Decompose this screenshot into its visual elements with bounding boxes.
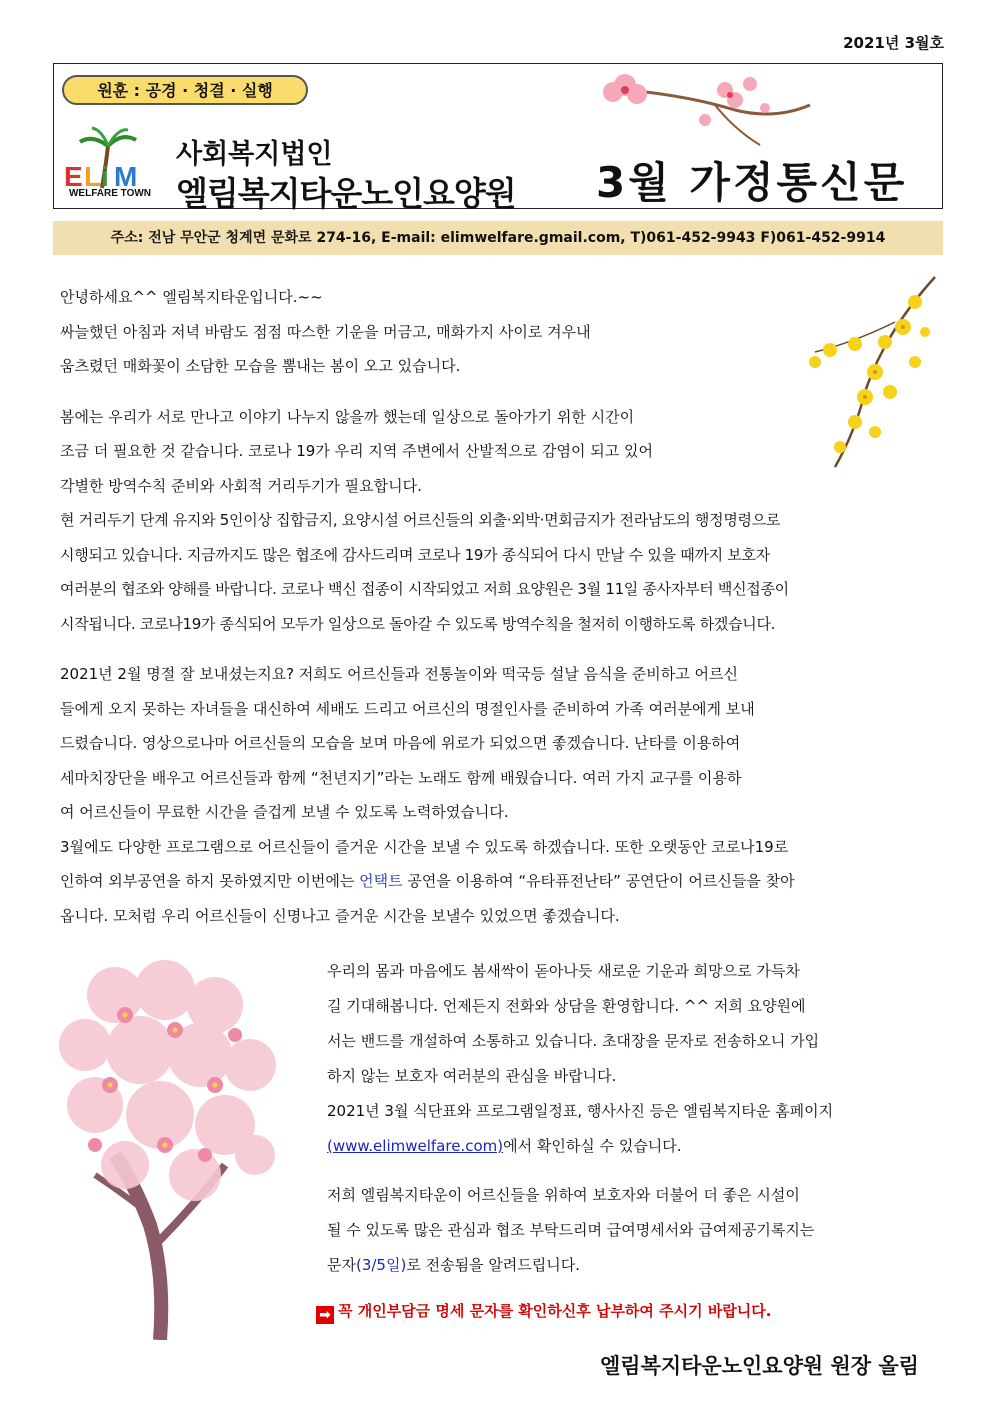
signature: 엘림복지타운노인요양원 원장 올림 [600, 1354, 919, 1378]
text-line [327, 1129, 927, 1164]
text-line: 세마치장단을 배우고 어르신들과 함께 “천년지기”라는 노래도 함께 배웠습니다. 여러 가지 교구를 이용하 [60, 768, 742, 787]
text-line: 움츠렸던 매화꽃이 소담한 모습을 뽐내는 봄이 오고 있습니다. [60, 357, 461, 375]
text-segment: 공연을 이용하여 “유타퓨전난타” 공연단이 어르신들을 찾아 [402, 872, 795, 890]
text-line: 드렸습니다. 영상으로나마 어르신들의 모습을 보며 마음에 위로가 되었으면 좋겠습니다. 난타를 이용하여 [60, 734, 741, 752]
text-line: 여 어르신들이 무료한 시간을 즐겁게 보낼 수 있도록 노력하였습니다. [60, 803, 509, 821]
letter-body [60, 280, 940, 933]
text-line: 조금 더 필요한 것 같습니다. 코로나 19가 우리 지역 주변에서 산발적으로 감염이 되고 있어 [60, 442, 653, 460]
text-segment: 문자 [327, 1256, 356, 1274]
text-line [327, 1248, 927, 1283]
homepage-link[interactable]: (www.elimwelfare.com) [327, 1137, 504, 1155]
text-line: 2021년 3월 식단표와 프로그램일정표, 행사사진 등은 엘림복지타운 홈페이지 [327, 1102, 834, 1120]
svg-text:L: L [84, 161, 102, 192]
payment-notice [316, 1300, 772, 1324]
text-line: 2021년 2월 명절 잘 보내셨는지요? 저희도 어르신들과 전통놀이와 떡국등 설날 음식을 준비하고 어르신 [60, 665, 739, 683]
text-line: 각별한 방역수칙 준비와 사회적 거리두기가 필요합니다. [60, 476, 422, 495]
text-line: 싸늘했던 아침과 저녁 바람도 점점 따스한 기운을 머금고, 매화가지 사이로 겨우내 [60, 322, 591, 341]
doc-title: 3월 가정통신문 [596, 158, 908, 207]
text-line: 3월에도 다양한 프로그램으로 어르신들이 즐거운 시간을 보낼 수 있도록 하겠습니다. 또한 오랫동안 코로나19로 [60, 837, 789, 856]
org-name: 엘림복지타운노인요양원 [176, 174, 516, 213]
text-line: 시행되고 있습니다. 지금까지도 많은 협조에 감사드리며 코로나 19가 종식되어 다시 만날 수 있을 때까지 보호자 [60, 545, 770, 564]
svg-text:i: i [101, 161, 109, 192]
text-line: 옵니다. 모처럼 우리 어르신들이 신명나고 즐거운 시간을 보낼수 있었으면 좋겠습니다. [60, 906, 620, 925]
logo-caption: WELFARE TOWN [68, 188, 152, 199]
text-line: 현 거리두기 단계 유지와 5인이상 집합금지, 요양시설 어르신들의 외출·외박·면회금지가 전라남도의 행정명령으로 [60, 511, 781, 529]
text-line: 서는 밴드를 개설하여 소통하고 있습니다. 초대장을 문자로 전송하오니 가입 [327, 1032, 820, 1050]
org-subtitle: 사회복지법인 [176, 139, 333, 170]
text-line: 시작됩니다. 코로나19가 종식되어 모두가 일상으로 돌아갈 수 있도록 방역수칙을 철저히 이행하도록 하겠습니다. [60, 614, 776, 633]
plum-blossom-branch-icon [585, 60, 815, 154]
text-line: 될 수 있도록 많은 관심과 협조 부탁드리며 급여명세서와 급여제공기록지는 [327, 1221, 815, 1239]
svg-text:E: E [64, 161, 83, 192]
text-line: 안녕하세요^^ 엘림복지타운입니다.~~ [60, 288, 323, 306]
text-line: 우리의 몸과 마음에도 봄새싹이 돋아나듯 새로운 기운과 희망으로 가득차 [327, 962, 800, 980]
text-line: 하지 않는 보호자 여러분의 관심을 바랍니다. [327, 1067, 617, 1085]
arrow-right-icon: ➡ [316, 1306, 334, 1324]
motto-badge: 원훈 : 공경 · 청결 · 실행 [62, 75, 308, 105]
text-line: 봄에는 우리가 서로 만나고 이야기 나누지 않을까 했는데 일상으로 돌아가기 위한 시간이 [60, 407, 635, 426]
text-line [60, 864, 940, 899]
text-segment: 에서 확인하실 수 있습니다. [503, 1137, 682, 1155]
untact-highlight: 언택트 [359, 872, 403, 890]
date-highlight: (3/5일) [355, 1256, 407, 1274]
text-segment: 인하여 외부공연을 하지 못하였지만 이번에는 [60, 872, 360, 890]
issue-date: 2021년 3월호 [843, 34, 944, 52]
text-line: 길 기대해봅니다. 언제든지 전화와 상담을 환영합니다. ^^ 저희 요양원에 [327, 997, 806, 1015]
notice-text: 꼭 개인부담금 명세 문자를 확인하신후 납부하여 주시기 바랍니다. [338, 1302, 772, 1320]
text-line: 들에게 오지 못하는 자녀들을 대신하여 세배도 드리고 어르신의 명절인사를 준비하여 가족 여러분에게 보내 [60, 699, 755, 718]
palm-tree-logo-icon [62, 124, 158, 204]
svg-text:M: M [114, 161, 138, 192]
address-bar: 주소: 전남 무안군 청계면 문화로 274-16, E-mail: elimwelfare.gmail.com, T)061-452-9943 F)061-452-9914 [53, 221, 943, 255]
text-line: 여러분의 협조와 양해를 바랍니다. 코로나 백신 접종이 시작되었고 저희 요양원은 3월 11일 종사자부터 백신접종이 [60, 580, 789, 598]
text-line: 저희 엘림복지타운이 어르신들을 위하여 보호자와 더불어 더 좋은 시설이 [327, 1186, 800, 1204]
cherry-blossom-tree-icon [55, 955, 285, 1344]
text-segment: 로 전송됨을 알려드립니다. [406, 1256, 581, 1274]
lower-section [327, 954, 927, 1283]
